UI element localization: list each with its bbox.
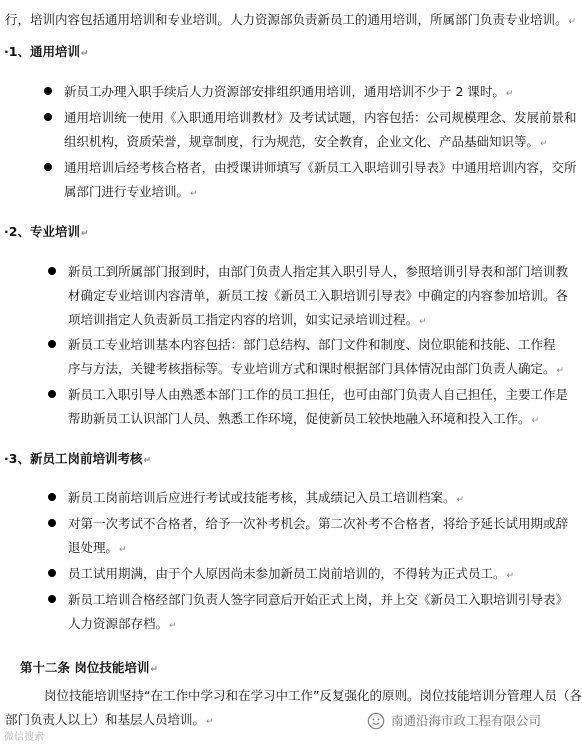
list-item-continuation: 材确定专业培训内容清单，新员工按《新员工入职培训引导表》中确定的内容参加培训。各 (68, 288, 569, 303)
list-item: 员工试用期满，由于个人原因尚未参加新员工岗前培训的，不得转为正式员工。↵ (68, 566, 515, 581)
bullet-icon (48, 595, 56, 603)
bullet-icon (44, 87, 52, 95)
article-heading: 第十二条 岗位技能培训↵ (20, 660, 158, 675)
list-item-continuation: 组织机构，资质荣誉，规章制度，行为规范，安全教育，企业文化、产品基础知识等。↵ (64, 134, 548, 149)
bullet-icon (48, 519, 56, 527)
watermark-right (363, 707, 545, 734)
section-heading: ·2、专业培训↵ (4, 224, 89, 239)
bullet-icon (48, 569, 56, 577)
list-item: 通用培训后经考核合格者，由授课讲师填写《新员工入职培训引导表》中通用培训内容，交所 (64, 160, 577, 175)
intro-line: 行，培训内容包括通用培训和专业培训。人力资源部负责新员工的通用培训，所属部门负责专业培训。↵ (5, 12, 577, 27)
list-item: 新员工岗前培训后应进行考试或技能考核，其成绩记入员工培训档案。↵ (68, 490, 465, 505)
section-heading: ·1、通用培训↵ (4, 44, 89, 59)
bullet-icon (44, 113, 52, 121)
wechat-icon (367, 712, 385, 730)
list-item: 新员工培训合格经部门负责人签字同意后开始正式上岗，并上交《新员工入职培训引导表》 (68, 592, 569, 607)
list-item: 新员工入职引导人由熟悉本部门工作的员工担任，也可由部门负责人自己担任，主要工作是 (68, 387, 569, 402)
list-item-continuation: 序与方法，关键考核指标等。专业培训方式和课时根据部门具体情况由部门负责人确定。↵ (68, 361, 565, 376)
bullet-icon (48, 340, 56, 348)
watermark-left: 微信搜索 (4, 732, 44, 743)
bullet-icon (44, 163, 52, 171)
bullet-icon (48, 390, 56, 398)
section-heading: ·3、新员工岗前培训考核↵ (4, 451, 151, 466)
bullet-icon (48, 267, 56, 275)
list-item-continuation: 人力资源部存档。↵ (68, 616, 177, 631)
article-body-line: 部门负责人以上）和基层人员培训。↵ (5, 712, 214, 727)
list-item: 通用培训统一使用《入职通用培训教材》及考试试题，内容包括：公司规模理念、发展前景和 (64, 110, 577, 125)
bullet-icon (48, 493, 56, 501)
list-item: 新员工专业培训基本内容包括：部门总结构、部门文件和制度、岗位职能和技能、工作程 (68, 337, 556, 352)
list-item-continuation: 项培训指定人负责新员工指定内容的培训，如实记录培训过程。↵ (68, 312, 427, 327)
list-item-continuation: 帮助新员工认识部门人员、熟悉工作环境，促使新员工较快地融入环境和投入工作。↵ (68, 411, 540, 426)
watermark-company: 南通沿海市政工程有限公司 (390, 713, 541, 728)
list-item: 新员工到所属部门报到时，由部门负责人指定其入职引导人，参照培训引导表和部门培训教 (68, 264, 569, 279)
list-item-continuation: 退处理。↵ (68, 540, 127, 555)
list-item: 新员工办理入职手续后人力资源部安排组织通用培训，通用培训不少于 2 课时。↵ (64, 84, 514, 99)
article-body-line: 岗位技能培训坚持“在工作中学习和在学习中工作”反复强化的原则。岗位技能培训分管理人员（各 (44, 688, 582, 703)
list-item: 对第一次考试不合格者，给予一次补考机会。第二次补考不合格者，将给予延长试用期或辞 (68, 516, 569, 531)
list-item-continuation: 属部门进行专业培训。↵ (64, 184, 198, 199)
